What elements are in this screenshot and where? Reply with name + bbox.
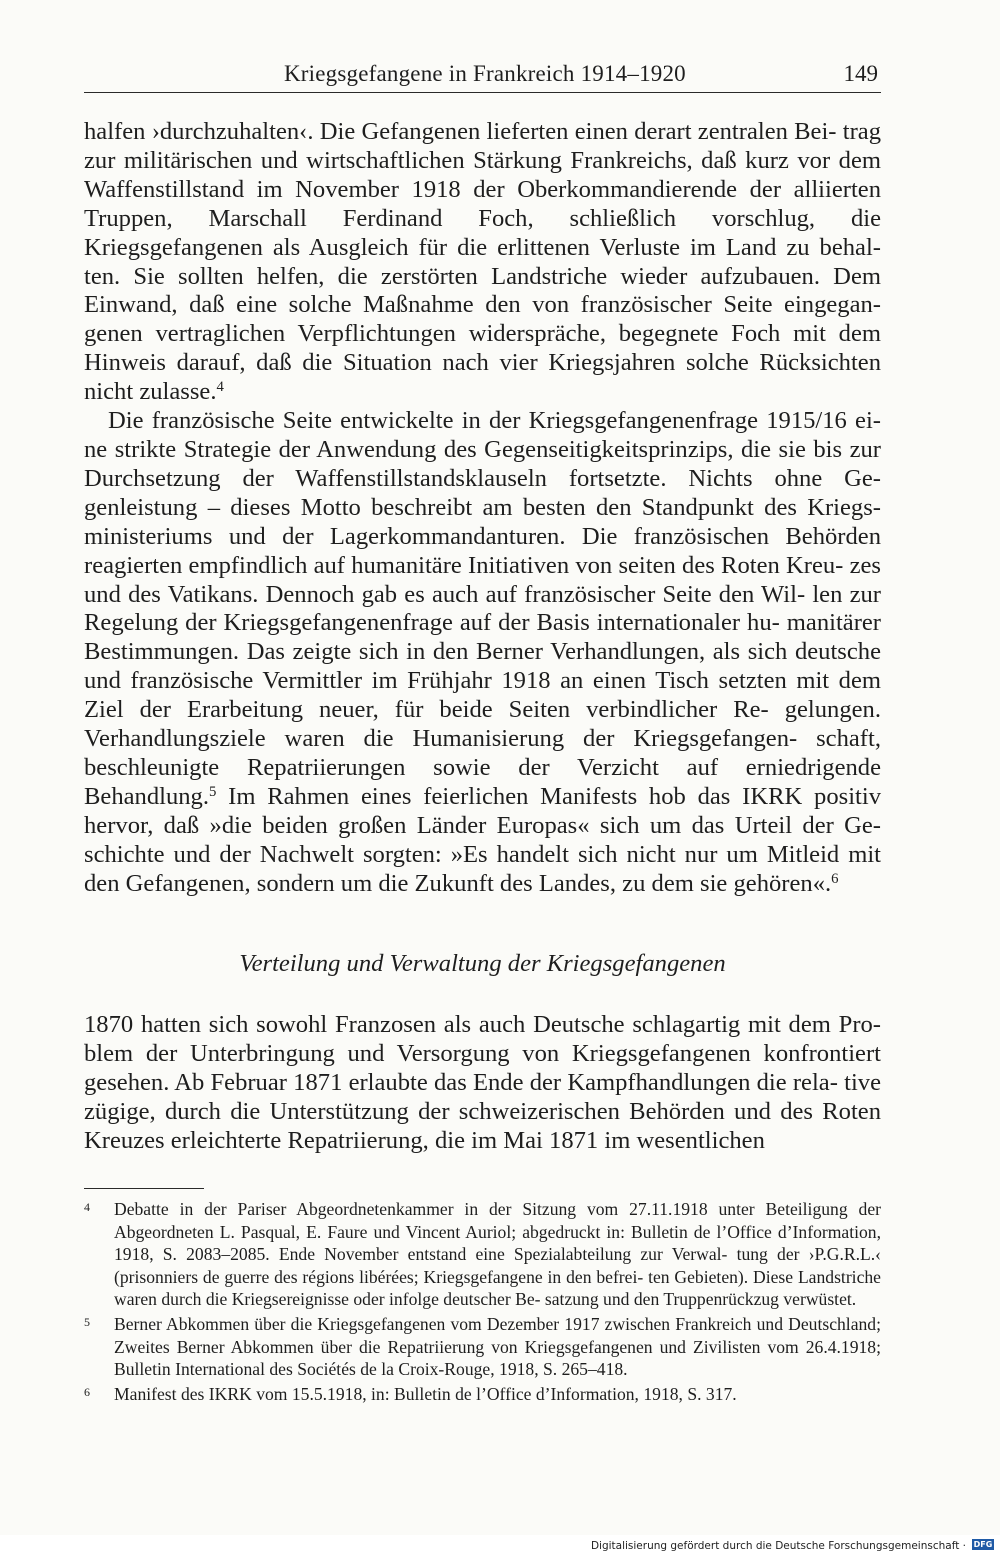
text-line: ministeriums und der Lagerkommandanturen. Die französischen Behörden <box>84 522 881 550</box>
text-line: zes und des Vatikans. Dennoch gab es auch auf französischer Seite den Wil- <box>84 551 881 608</box>
footnote-divider <box>84 1188 204 1189</box>
text-line: Im Rahmen eines feierlichen Manifests hob das IKRK positiv <box>216 782 881 810</box>
footnote-number: 4 <box>84 1200 90 1214</box>
text-line: genen vertraglichen Verpflichtungen widerspräche, begegnete Foch mit dem <box>84 320 881 348</box>
text-line: Hinweis darauf, daß die Situation nach vier Kriegsjahren solche Rücksichten <box>84 349 881 377</box>
footnote-line: Berner Abkommen über die Kriegsgefangenen vom Dezember 1917 zwischen Frankreich und <box>114 1313 783 1334</box>
footnote-number: 6 <box>84 1384 90 1399</box>
text-line: 1870 hatten sich sowohl Franzosen als auch Deutsche schlagartig mit dem Pro- <box>84 1011 881 1038</box>
text-line: Kriegsgefangenen als Ausgleich für die erlittenen Verluste im Land zu behal- <box>84 233 881 261</box>
section-text <box>84 1010 881 1155</box>
footnote-line: satzung und den Truppenrückzug verwüstet. <box>544 1289 857 1310</box>
footnote-line: Manifest des IKRK vom 15.5.1918, in: Bulletin de l’Office d’Information, 1918, S. 317. <box>114 1383 737 1404</box>
page-number: 149 <box>843 61 878 86</box>
footnote-ref[interactable]: 6 <box>831 870 839 887</box>
text-line: halfen ›durchzuhalten‹. Die Gefangenen lieferten einen derart zentralen Bei- <box>84 118 837 145</box>
footnote-line: Debatte in der Pariser Abgeordnetenkammer in der Sitzung vom 27.11.1918 unter Beteiligung <box>114 1199 848 1219</box>
text-line: alliierten Truppen, Marschall Ferdinand Foch, schließlich vorschlug, die <box>84 175 881 232</box>
text-line: Einwand, daß eine solche Maßnahme den von französischer Seite eingegan- <box>84 291 881 319</box>
text-line: ten. Sie sollten helfen, die zerstörten Landstriche wieder aufzubauen. Dem <box>84 262 881 290</box>
text-line: schaft, beschleunigte Repatriierungen sowie der Verzicht auf erniedrigende <box>84 725 881 781</box>
dfg-logo-text: DFG <box>973 1540 993 1549</box>
running-title: Kriegsgefangene in Frankreich 1914–1920 <box>284 61 686 86</box>
text-line: setzten mit dem Ziel der Erarbeitung neuer, für beide Seiten verbindlicher Re- <box>84 667 881 724</box>
footnotes <box>84 1198 881 1407</box>
footnote-5 <box>84 1313 881 1381</box>
funding-notice: Digitalisierung gefördert durch die Deutsche Forschungsgemeinschaft · <box>590 1540 966 1552</box>
main-text <box>84 118 881 898</box>
footnote-ref[interactable]: 4 <box>216 379 224 396</box>
text-line: hervor, daß »die beiden großen Länder Europas« sich um das Urteil der Ge- <box>84 811 881 839</box>
footnote-line: ten Gebieten). Diese Landstriche waren durch die Kriegsereignisse oder infolge deutscher Be- <box>114 1266 881 1310</box>
section-heading: Verteilung und Verwaltung der Kriegsgefangenen <box>239 950 726 977</box>
text-line: Roten Kreuzes erleichterte Repatriierung, die im Mai 1871 im wesentlichen <box>84 1098 881 1154</box>
footnote-line: tung der ›P.G.R.L.‹ (prisonniers de guerre des régions libérées; Kriegsgefangene in den befrei- <box>114 1244 881 1287</box>
text-line: genleistung – dieses Motto beschreibt am besten den Standpunkt des Kriegs- <box>84 493 881 521</box>
paragraph-3 <box>84 1010 881 1155</box>
text-line: len zur Regelung der Kriegsgefangenenfrage auf der Basis internationaler hu- <box>84 580 881 637</box>
footnote-line: Deutschland; Zweites Berner Abkommen über die Repatriierung von Kriegsgefangenen und <box>114 1313 881 1357</box>
text-line: vor dem Waffenstillstand im November 1918 der Oberkommandierende der <box>84 146 881 203</box>
text-line: sich deutsche und französische Vermittler im Frühjahr 1918 an einen Tisch <box>84 638 881 695</box>
text-line: reagierten empfindlich auf humanitäre Initiativen von seiten des Roten Kreu- <box>84 551 844 579</box>
text-line: gelungen. Verhandlungsziele waren die Humanisierung der Kriegsgefangen- <box>84 696 881 753</box>
paragraph-1 <box>84 118 881 407</box>
text-line: den Gefangenen, sondern um die Zukunft des Landes, zu dem sie gehören«. <box>84 869 832 897</box>
text-line: Die französische Seite entwickelte in der Kriegsgefangenenfrage 1915/16 ei- <box>108 407 881 435</box>
footnote-line: Zivilisten vom 26.4.1918; Bulletin International des Sociétés de la Croix-Rouge, 1918, S. 265–418. <box>114 1336 881 1380</box>
text-line: schichte und der Nachwelt sorgten: »Es handelt sich nicht nur um Mitleid mit <box>84 840 881 868</box>
footnote-4 <box>84 1198 881 1311</box>
text-line: ne strikte Strategie der Anwendung des Gegenseitigkeitsprinzips, die sie bis <box>84 435 843 463</box>
dfg-logo-icon[interactable] <box>970 1538 996 1551</box>
paragraph-2 <box>84 407 881 898</box>
text-line: Behandlung. <box>84 782 209 810</box>
text-line: zur Durchsetzung der Waffenstillstandsklauseln fortsetzte. Nichts ohne Ge- <box>84 435 881 492</box>
footnote-line: d’Information, 1918, S. 2083–2085. Ende November entstand eine Spezialabteilung zur Verwal- <box>114 1221 881 1265</box>
text-line: gesehen. Ab Februar 1871 erlaubte das Ende der Kampfhandlungen die rela- <box>84 1069 838 1096</box>
text-line: manitärer Bestimmungen. Das zeigte sich in den Berner Verhandlungen, als <box>84 609 882 666</box>
footnote-ref[interactable]: 5 <box>209 783 217 800</box>
text-line: blem der Unterbringung und Versorgung von Kriegsgefangenen konfrontiert <box>84 1040 881 1067</box>
text-line: tive zügige, durch die Unterstützung der schweizerischen Behörden und des <box>84 1069 881 1125</box>
text-line: trag zur militärischen und wirtschaftlichen Stärkung Frankreichs, daß kurz <box>84 118 881 174</box>
footnote-number: 5 <box>84 1314 90 1329</box>
footnote-6 <box>84 1383 881 1406</box>
running-header <box>84 56 881 93</box>
text-line: nicht zulasse. <box>84 378 217 406</box>
footnote-line: der Abgeordneten L. Pasqual, E. Faure und Vincent Auriol; abgedruckt in: Bulletin de l’Office <box>114 1199 881 1242</box>
